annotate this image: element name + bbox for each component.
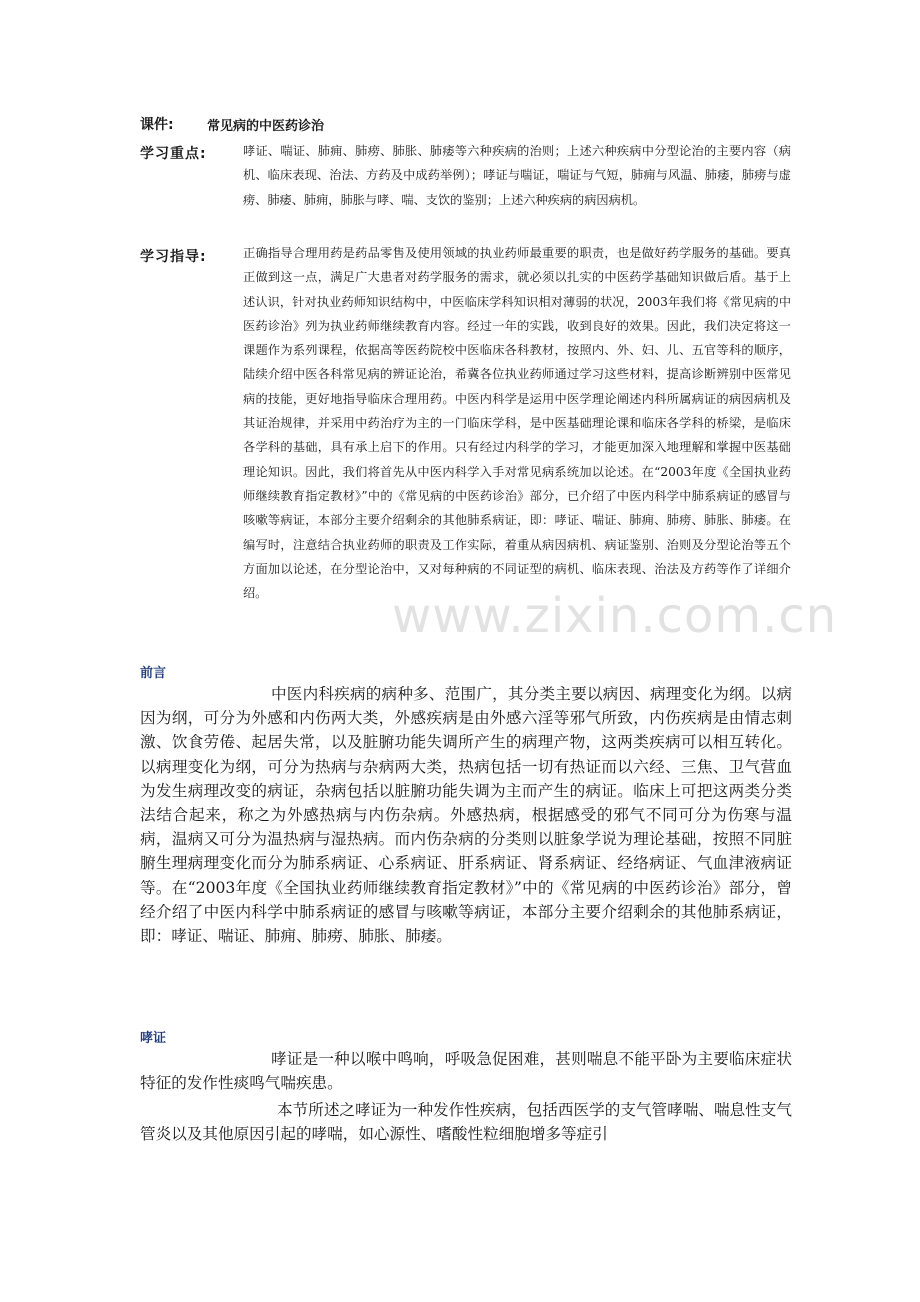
xiaozheng-paragraph-1: 哮证是一种以喉中鸣响，呼吸急促困难，甚则喘息不能平卧为主要临床症状特征的发作性痰鸣气喘疾患。 [140,1050,792,1093]
guidance-text: 正确指导合理用药是药品零售及使用领域的执业药师最重要的职责，也是做好药学服务的基础。要真正做到这一点，满足广大患者对药学服务的需求，就必须以扎实的中医药学基础知识做后盾。基于上述认识，针对执业药师知识结构中，中医临床学科知识相对薄弱的状况，2003年我们将《常见病的中医药诊治》列为执业药师继续教育内容。经过一年的实践，收到良好的效果。因此，我们决定将这一课题作为系列课程，依据高等医药院校中医临床各科教材，按照内、外、妇、儿、五官等科的顺序，陆续介绍中医各科常见病的辨证论治，希冀各位执业药师通过学习这些材料，提高诊断辨别中医常见病的技能，更好地指导临床合理用药。中医内科学是运用中医学理论阐述内科所属病证的病因病机及其证治规律，并采用中药治疗为主的一门临床学科，是中医基础理论课和临床各学科的桥梁，是临床各学科的基础，具有承上启下的作用。只有经过内科学的学习，才能更加深入地理解和掌握中医基础理论知识。因此，我们将首先从中医内科学入手对常见病系统加以论述。在“2003年度《全国执业药师继续教育指定教材》”中的《常见病的中医药诊治》部分，已介绍了中医内科学中肺系病证的感冒与咳嗽等病证，本部分主要介绍剩余的其他肺系病证，即：哮证、喘证、肺痈、肺痨、肺胀、肺痿。在编写时，注意结合执业药师的职责及工作实际，着重从病因病机、病证鉴别、治则及分型论治等五个方面加以论述，在分型论治中，又对每种病的不同证型的病机、临床表现、治法及方药等作了详细介绍。 [243,246,791,601]
preface-text: 中医内科疾病的病种多、范围广，其分类主要以病因、病理变化为纲。以病因为纲，可分为外感和内伤两大类，外感疾病是由外感六淫等邪气所致，内伤疾病是由情志刺激、饮食劳倦、起居失常，以及脏腑功能失调所产生的病理产物，这两类疾病可以相互转化。以病理变化为纲，可分为热病与杂病两大类，热病包括一切有热证而以六经、三焦、卫气营血为发生病理改变的病证，杂病包括以脏腑功能失调为主而产生的病证。临床上可把这两类分类法结合起来，称之为外感热病与内伤杂病。外感热病，根据感受的邪气不同可分为伤寒与温病，温病又可分为温热病与湿热病。而内伤杂病的分类则以脏象学说为理论基础，按照不同脏腑生理病理变化而分为肺系病证、心系病证、肝系病证、肾系病证、经络病证、气血津液病证等。在“2003年度《全国执业药师继续教育指定教材》”中的《常见病的中医药诊治》部分，曾经介绍了中医内科学中肺系病证的感冒与咳嗽等病证，本部分主要介绍剩余的其他肺系病证，即：哮证、喘证、肺痈、肺痨、肺胀、肺痿。 [140,685,792,946]
xiaozheng-title: 哮证 [140,1031,167,1046]
course-label: 课件: [140,117,174,133]
key-points-label: 学习重点: [140,146,207,162]
guidance-label: 学习指导: [140,249,207,265]
preface-title: 前言 [140,666,167,681]
watermark: www.zixin.com.cn [392,588,838,644]
course-title: 常见病的中医药诊治 [207,119,325,134]
key-points-text: 哮证、喘证、肺痈、肺痨、肺胀、肺痿等六种疾病的治则；上述六种疾病中分型论治的主要内容（病机、临床表现、治法、方药及中成药举例）；哮证与喘证，喘证与气短，肺痈与风温、肺痿，肺痨与虚痨、肺痿、肺痈，肺胀与哮、喘、支饮的鉴别；上述六种疾病的病因病机。 [243,144,791,207]
xiaozheng-paragraph-2: 本节所述之哮证为一种发作性疾病，包括西医学的支气管哮喘、喘息性支气管炎以及其他原因引起的哮喘，如心源性、嗜酸性粒细胞增多等症引 [140,1101,792,1144]
